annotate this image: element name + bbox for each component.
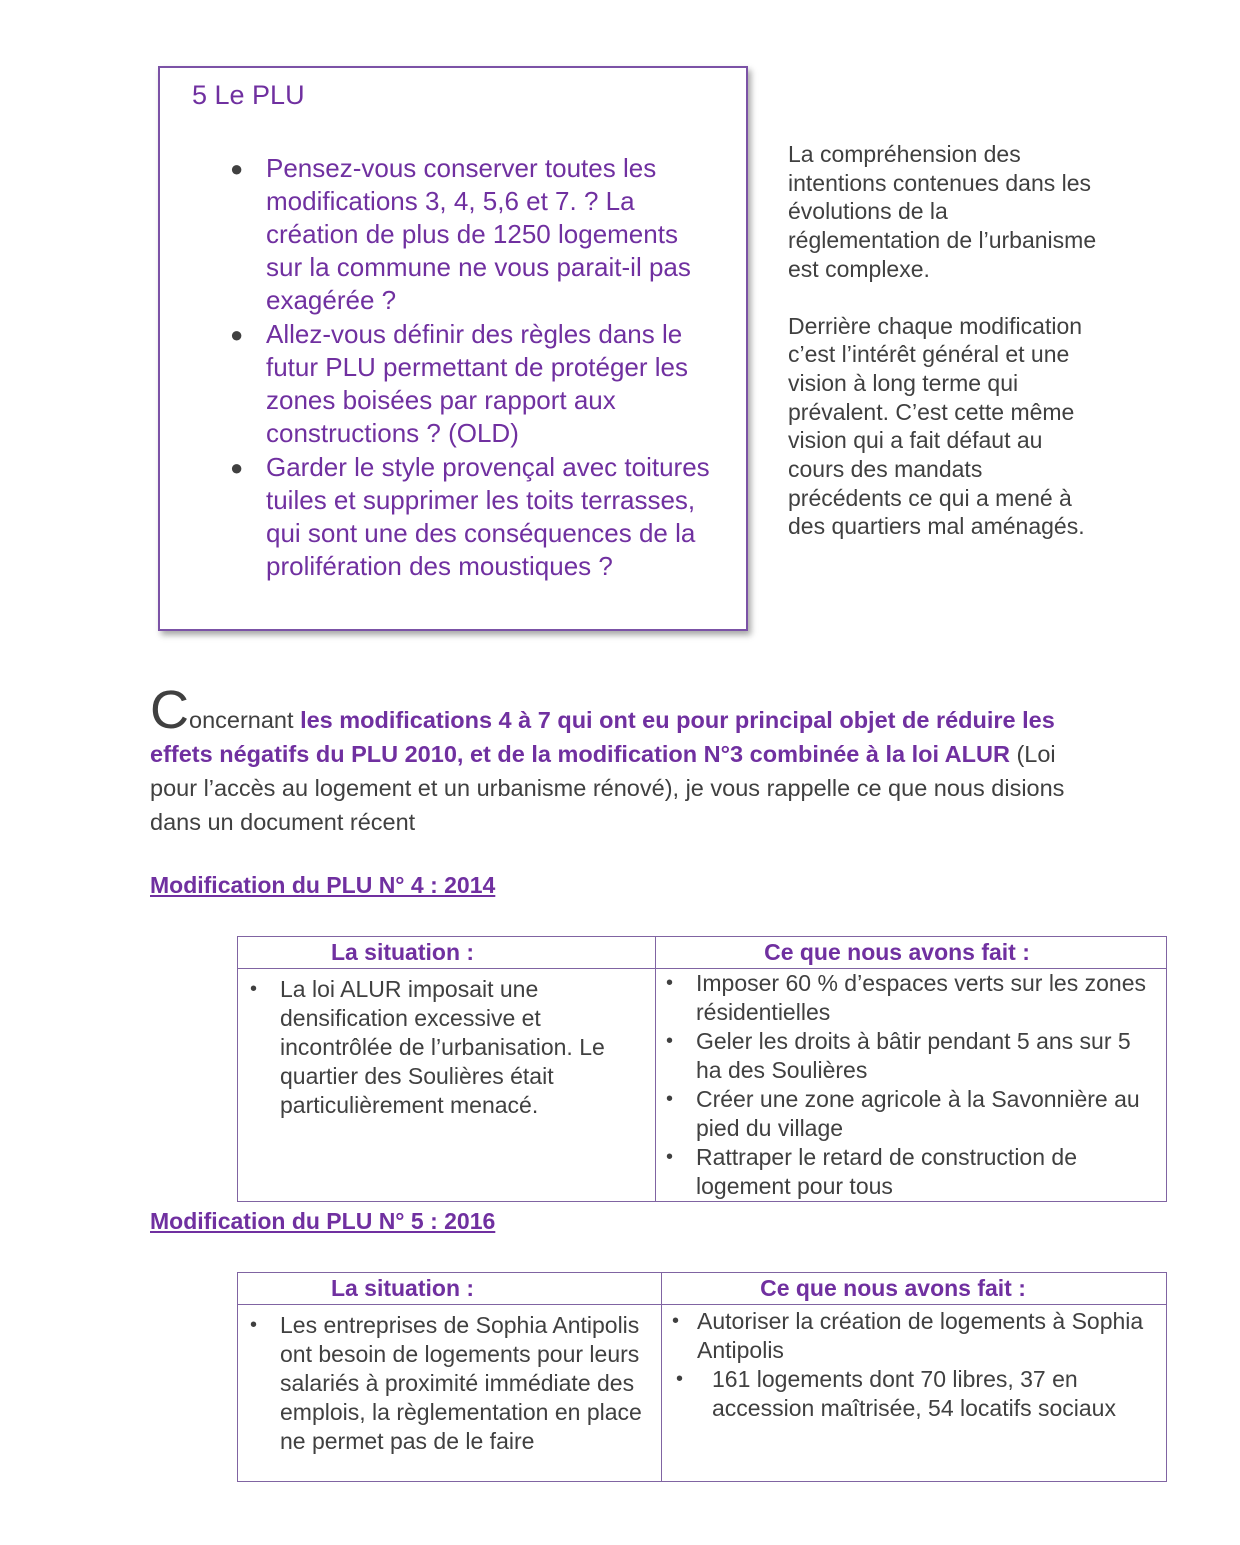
list-item: ● Garder le style provençal avec toitures tuiles et supprimer les toits terrasses, qui sont une des conséquences de la prolifération des moustiques ? xyxy=(230,452,710,581)
modification-5-heading: Modification du PLU N° 5 : 2016 xyxy=(150,1208,496,1234)
question-box xyxy=(158,66,748,631)
bullet-icon: • xyxy=(666,972,674,994)
list-item: • Les entreprises de Sophia Antipolis ont besoin de logements pour leurs salariés à proximité immédiate des emplois, la règlementation en place ne permet pas de le faire xyxy=(250,1312,642,1454)
list-item: • La loi ALUR imposait une densification excessive et incontrôlée de l’urbanisation. Le quartier des Soulières était particulièrement menacé. xyxy=(250,976,605,1118)
bullet-icon: • xyxy=(672,1310,680,1332)
box-title: 5 Le PLU xyxy=(192,80,305,110)
list-item: • Geler les droits à bâtir pendant 5 ans sur 5 ha des Soulières xyxy=(666,1028,1131,1083)
column-header: Ce que nous avons fait : xyxy=(656,937,1167,969)
list-item: ● Pensez-vous conserver toutes les modifications 3, 4, 5,6 et 7. ? La création de plus de 1250 logements sur la commune ne vous parait-il pas exagérée ? xyxy=(230,153,691,315)
actions-cell xyxy=(656,969,1167,1202)
list-item: • Rattraper le retard de construction de logement pour tous xyxy=(666,1144,1077,1199)
side-note-paragraph: La compréhension des intentions contenues dans les évolutions de la réglementation de l’urbanisme est complexe. xyxy=(788,141,1097,282)
bullet-icon: ● xyxy=(230,156,244,181)
bullet-icon: • xyxy=(250,978,258,1000)
list-item: ● Allez-vous définir des règles dans le futur PLU permettant de protéger les zones boisées par rapport aux constructions ? (OLD) xyxy=(230,319,689,448)
list-item: • Créer une zone agricole à la Savonnière au pied du village xyxy=(666,1086,1140,1141)
bullet-icon: • xyxy=(250,1314,258,1336)
column-header: Ce que nous avons fait : xyxy=(662,1273,1167,1305)
question-list xyxy=(190,152,710,584)
intro-paragraph: Concernant les modifications 4 à 7 qui ont eu pour principal objet de réduire les effets négatifs du PLU 2010, et de la modification N°3 combinée à la loi ALUR (Loi pour l’accès au logement et un urbanisme rénové), je vous rappelle ce que nous disions dans un document récent xyxy=(150,680,1065,835)
situation-cell xyxy=(238,1305,662,1482)
modification-4-table xyxy=(237,936,1167,1202)
list-item: • 161 logements dont 70 libres, 37 en accession maîtrisée, 54 locatifs sociaux xyxy=(676,1366,1116,1421)
modification-5-table xyxy=(237,1272,1167,1482)
bullet-icon: ● xyxy=(230,322,244,347)
drop-cap: C xyxy=(150,680,189,740)
column-header: La situation : xyxy=(238,1273,662,1305)
list-item: • Imposer 60 % d’espaces verts sur les zones résidentielles xyxy=(666,970,1146,1025)
intro-highlight: les modifications 4 à 7 qui ont eu pour principal objet de réduire les effets négatifs du PLU 2010, et de la modification N°3 combinée à la loi ALUR xyxy=(150,707,1055,767)
modification-4-heading: Modification du PLU N° 4 : 2014 xyxy=(150,872,496,898)
list-item: • Autoriser la création de logements à Sophia Antipolis xyxy=(672,1308,1144,1363)
side-note xyxy=(788,140,1098,569)
bullet-icon: • xyxy=(666,1088,674,1110)
actions-cell xyxy=(662,1305,1167,1482)
bullet-icon: • xyxy=(676,1368,684,1390)
side-note-paragraph: Derrière chaque modification c’est l’intérêt général et une vision à long terme qui prévalent. C’est cette même vision qui a fait défaut au cours des mandats précédents ce qui a mené à des quartiers mal aménagés. xyxy=(788,312,1085,540)
situation-cell xyxy=(238,969,656,1202)
column-header: La situation : xyxy=(238,937,656,969)
bullet-icon: • xyxy=(666,1030,674,1052)
bullet-icon: ● xyxy=(230,455,244,480)
bullet-icon: • xyxy=(666,1146,674,1168)
